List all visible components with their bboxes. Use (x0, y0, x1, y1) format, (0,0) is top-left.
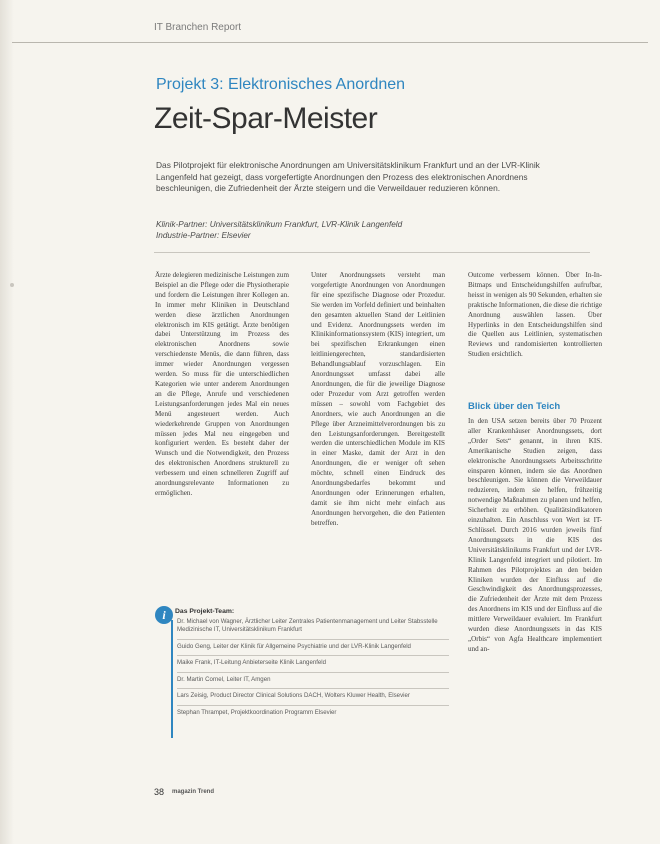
scan-shadow (0, 0, 14, 844)
team-member: Guido Geng, Leiter der Klinik für Allgemeine Psychiatrie und der LVR-Klinik Langenfeld (177, 639, 449, 651)
team-heading: Das Projekt-Team: (175, 608, 235, 615)
page-title: Zeit-Spar-Meister (154, 102, 378, 135)
running-head: IT Branchen Report (154, 22, 242, 33)
industry-partner-line: Industrie-Partner: Elsevier (156, 231, 251, 240)
clinic-partner-line: Klinik-Partner: Universitätsklinikum Frankfurt, LVR-Klinik Langenfeld (156, 220, 403, 229)
team-accent-bar (171, 620, 173, 738)
team-member: Maike Frank, IT-Leitung Anbieterseite Klinik Langenfeld (177, 655, 449, 667)
team-member-list (177, 618, 449, 721)
team-member: Dr. Michael von Wagner, Ärztlicher Leiter Zentrales Patientenmanagement und Leiter Stabsstelle Medizinische IT, Universitätsklinikum Frankfurt (177, 618, 438, 634)
magazine-name: magazin Trend (172, 789, 215, 795)
subheading-blick: Blick über den Teich (468, 401, 561, 412)
body-column-3-intro: Outcome verbessern können. Über In-In-Bitmaps und Entscheidungshilfen aufrufbar, heisst in wenigen als 90 Sekunden, erhalten sie praktische Informationen, die diese die richtige Anordnung auswählen lassen. Über Hyperlinks in den Entscheidungshilfen sind die Quellen aus Leitlinien, systematischen Reviews und randomisierten kontrollierten Studien ersichtlich. (468, 271, 602, 359)
team-member: Stephan Thrampet, Projektkoordination Programm Elsevier (177, 705, 449, 717)
info-icon: i (155, 606, 173, 624)
team-member: Dr. Martin Cornel, Leiter IT, Amgen (177, 672, 449, 684)
scan-mark (10, 283, 14, 287)
body-column-2: Unter Anordnungssets versteht man vorgefertigte Anordnungen von Anordnungen für eine spezifische Diagnose oder Prozedur. Sie werden im Vorfeld definiert und beinhalten den gesamten aktuellen Stand der Leitlinien und Evidenz. Anordnungssets werden im Klinikinformationssystem (KIS) integriert, um bei spezifischen Erkrankungen einen leitliniengerechten, standardisierten Behandlungsablauf vorzuschlagen. Ein Anordnungsset umfasst dabei alle Anordnungen, die für die jeweilige Diagnose oder Prozedur vom Arzt getroffen werden müssen – sowohl vom Fachgebiet des Anordners, wie auch Anordnungen an die Pflege über Arzneimittelverordnungen bis zu den Leistungsanforderungen. Bereitgestellt werden die unterschiedlichen Module im KIS in einer Maske, damit der Arzt in den Anordnungen, die er weniger oft sehen möchte, schnell einen Eindruck des Anordnungsbedarfes bekommt und Anordnungen oder Erinnerungen erhalten, damit sie ihm nicht mehr einfach aus Anordnungen hervorgehen, die den Patienten betreffen. (311, 271, 445, 527)
project-team-box (155, 606, 451, 738)
team-member: Lars Zeisig, Product Director Clinical Solutions DACH, Wolters Kluwer Health, Elsevier (177, 688, 449, 700)
partners-block (156, 219, 402, 241)
lead-paragraph: Das Pilotprojekt für elektronische Anordnungen am Universitätsklinikum Frankfurt und an der LVR-Klinik Langenfeld hat gezeigt, dass vorgefertigte Anordnungen den Prozess des elektronischen Anordnens beschleunigen, die Zufriedenheit der Ärzte steigern und die Verweildauer reduzieren können. (156, 160, 540, 193)
section-rule (154, 252, 590, 253)
page-number: 38 (154, 787, 165, 797)
body-column-3 (468, 271, 602, 360)
body-column-3-continued: In den USA setzen bereits über 70 Prozent aller Krankenhäuser Anordnungssets, dort „Order Sets“ genannt, in ihren KIS. Amerikanische Studien zeigen, dass elektronische Anordnungssets Arbeitsschritte einsparen können, indem sie das Anordnen beschleunigen. Sie können die Verweildauer reduzieren, indem sie helfen, frühzeitig notwendige Maßnahmen zu planen und helfen, Sicherheit zu erhöhen. Qualitätsindikatoren einzuhalten. Ein Anschluss von Wert ist IT-Schlüssel. Durch 2016 wurden jeweils fünf Anordnungssets in die KIS des Universitätsklinikums Frankfurt und der LVR-Klinik Langenfeld integriert und pilotiert. Im Rahmen des Pilotprojektes an den beiden Kliniken wurden der Einfluss auf die Geschwindigkeit des Anordnungsprozesses, die Zufriedenheit der Ärzte mit dem Prozess des Anordnens im KIS und der Einfluss auf die mittlere Verweildauer evaluiert. Im Frankfurt wurden diese Anordnungssets in das KIS „Orbis“ von Agfa Healthcare implementiert und an- (468, 417, 602, 653)
top-rule (12, 42, 648, 43)
section-kicker: Projekt 3: Elektronisches Anordnen (156, 76, 406, 93)
body-column-1: Ärzte delegieren medizinische Leistungen zum Beispiel an die Pflege oder die Physiotherapie und fordern die Leistungen ihrer Kollegen an. In immer mehr Kliniken in Deutschland werden diese ärztlichen Anordnungen elektronisch im KIS getätigt. Ärzte benötigen dabei Unterstützung im Prozess des elektronischen Anordnens sowie verschiedenste Menüs, die dann führen, dass immer wieder Anordnungen vergessen werden. So muss für die unterschiedlichen Kategorien wie unter anderem Anordnungen an die Pflege, Anrufe und verschiedenen Leistungsanforderungen jedes Mal ein neues Menü angesteuert werden. Auch wiederkehrende Gruppen von Anordnungen müssen jedes Mal neu eingegeben und konfiguriert werden. Es besteht daher der Wunsch und die Notwendigkeit, den Prozess des elektronischen Anordnens strukturell zu verbessern und einen schnelleren Zugriff auf anordnungsrelevante Informationen zu ermöglichen. (155, 271, 289, 497)
